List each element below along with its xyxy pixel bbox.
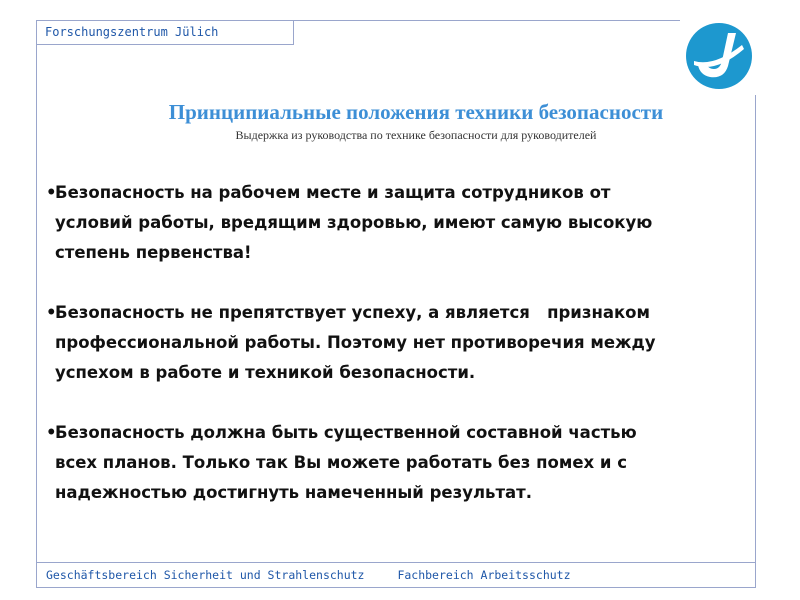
bullet-line: Безопасность должна быть существенной составной частью <box>55 423 637 442</box>
slide-title: Принципиальные положения техники безопасности <box>168 100 664 124</box>
footer-divider <box>36 562 756 563</box>
bullet-line: профессиональной работы. Поэтому нет противоречия между <box>55 333 656 352</box>
bullet-line: Безопасность на рабочем месте и защита сотрудников от <box>55 183 611 202</box>
juelich-logo-icon <box>684 21 754 91</box>
institution-label: Forschungszentrum Jülich <box>36 20 294 45</box>
bullet-line: успехом в работе и техникой безопасности. <box>55 363 476 382</box>
bullet-line: Безопасность не препятствует успеху, а является признаком <box>55 303 651 322</box>
footer-division: Geschäftsbereich Sicherheit und Strahlenschutz <box>46 568 365 582</box>
slide-subtitle: Выдержка из руководства по технике безопасности для руководителей <box>235 128 597 142</box>
bullet-line: надежностью достигнуть намеченный результат. <box>55 483 533 502</box>
bullet-line: всех планов. Только так Вы можете работать без помех и с <box>55 453 627 472</box>
list-item <box>46 298 746 388</box>
logo-area <box>680 19 760 95</box>
bullet-marker: • <box>46 423 57 442</box>
bullet-line: степень первенства! <box>55 243 252 262</box>
bullet-marker: • <box>46 303 57 322</box>
bullet-line: условий работы, вредящим здоровью, имеют самую высокую <box>55 213 653 232</box>
bullet-marker: • <box>46 183 57 202</box>
list-item <box>46 418 746 508</box>
list-item <box>46 178 746 268</box>
bullet-list <box>46 178 746 538</box>
footer-department: Fachbereich Arbeitsschutz <box>397 568 571 582</box>
footer <box>46 568 746 582</box>
